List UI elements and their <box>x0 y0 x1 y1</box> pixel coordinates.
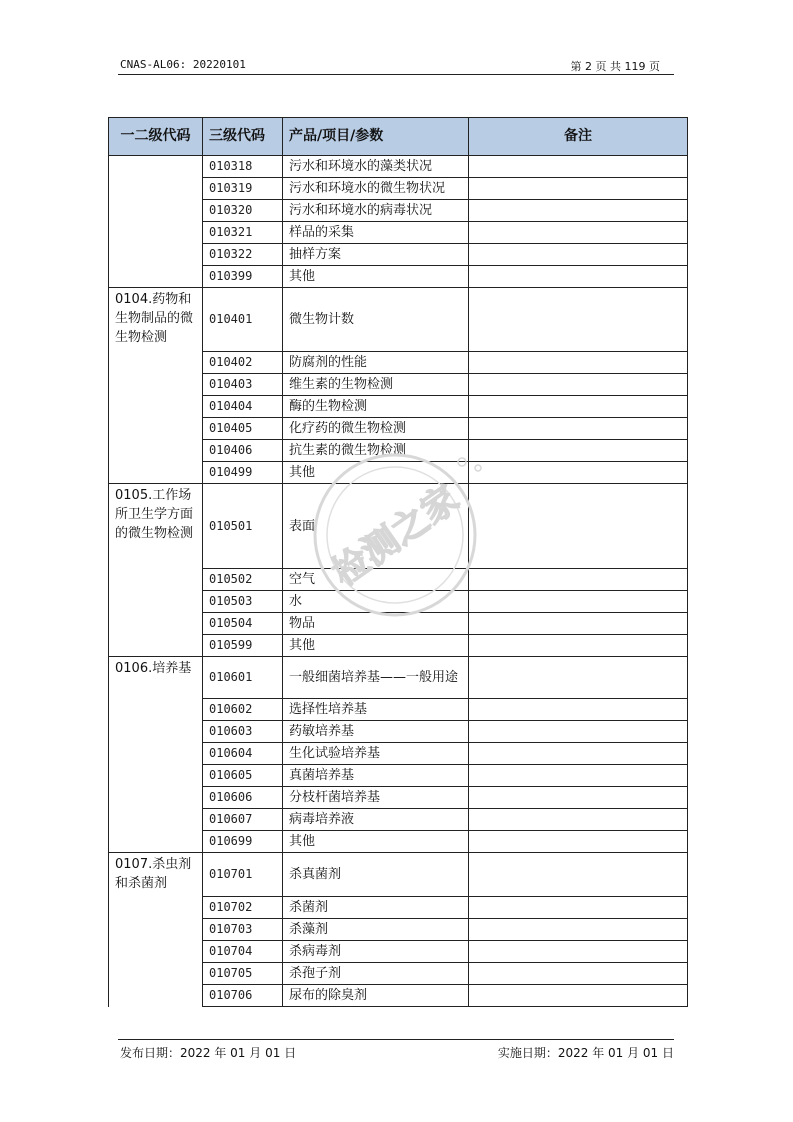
item-cell: 物品 <box>283 613 469 635</box>
code-cell: 010702 <box>203 897 283 919</box>
code-cell: 010406 <box>203 440 283 462</box>
code-cell: 010706 <box>203 985 283 1007</box>
level2-cell: 0104.药物和生物制品的微生物检测 <box>109 288 203 484</box>
code-cell: 010401 <box>203 288 283 352</box>
remark-cell <box>469 222 688 244</box>
code-cell: 010607 <box>203 809 283 831</box>
code-cell: 010701 <box>203 853 283 897</box>
remark-cell <box>469 178 688 200</box>
remark-cell <box>469 266 688 288</box>
code-cell: 010604 <box>203 743 283 765</box>
remark-cell <box>469 963 688 985</box>
remark-cell <box>469 721 688 743</box>
item-cell: 表面 <box>283 484 469 569</box>
remark-cell <box>469 787 688 809</box>
remark-cell <box>469 657 688 699</box>
remark-cell <box>469 765 688 787</box>
item-cell: 尿布的除臭剂 <box>283 985 469 1007</box>
item-cell: 污水和环境水的病毒状况 <box>283 200 469 222</box>
item-cell: 杀真菌剂 <box>283 853 469 897</box>
item-cell: 其他 <box>283 266 469 288</box>
item-cell: 其他 <box>283 635 469 657</box>
effective-date: 实施日期：2022 年 01 月 01 日 <box>497 1046 674 1060</box>
code-cell: 010321 <box>203 222 283 244</box>
remark-cell <box>469 941 688 963</box>
remark-cell <box>469 244 688 266</box>
column-header-level3: 三级代码 <box>203 118 283 156</box>
table-row <box>109 288 688 352</box>
item-cell: 抗生素的微生物检测 <box>283 440 469 462</box>
page-header <box>118 55 674 75</box>
remark-cell <box>469 569 688 591</box>
column-header-item: 产品/项目/参数 <box>283 118 469 156</box>
item-cell: 微生物计数 <box>283 288 469 352</box>
remark-cell <box>469 613 688 635</box>
remark-cell <box>469 853 688 897</box>
level2-cell <box>109 156 203 288</box>
remark-cell <box>469 919 688 941</box>
code-cell: 010601 <box>203 657 283 699</box>
code-cell: 010405 <box>203 418 283 440</box>
remark-cell <box>469 743 688 765</box>
item-cell: 真菌培养基 <box>283 765 469 787</box>
code-cell: 010603 <box>203 721 283 743</box>
item-cell: 生化试验培养基 <box>283 743 469 765</box>
remark-cell <box>469 985 688 1007</box>
column-header-remarks: 备注 <box>469 118 688 156</box>
level2-cell: 0107.杀虫剂和杀菌剂 <box>109 853 203 1007</box>
level2-cell: 0106.培养基 <box>109 657 203 853</box>
item-cell: 其他 <box>283 831 469 853</box>
remark-cell <box>469 200 688 222</box>
table-row <box>109 484 688 569</box>
code-cell: 010605 <box>203 765 283 787</box>
table-header-row <box>109 118 688 156</box>
item-cell: 抽样方案 <box>283 244 469 266</box>
item-cell: 防腐剂的性能 <box>283 352 469 374</box>
remark-cell <box>469 635 688 657</box>
item-cell: 化疗药的微生物检测 <box>283 418 469 440</box>
item-cell: 杀藻剂 <box>283 919 469 941</box>
code-cell: 010599 <box>203 635 283 657</box>
code-cell: 010602 <box>203 699 283 721</box>
item-cell: 酶的生物检测 <box>283 396 469 418</box>
item-cell: 杀菌剂 <box>283 897 469 919</box>
remark-cell <box>469 352 688 374</box>
item-cell: 空气 <box>283 569 469 591</box>
remark-cell <box>469 462 688 484</box>
remark-cell <box>469 897 688 919</box>
document-code: CNAS-AL06: 20220101 <box>120 58 246 71</box>
item-cell: 水 <box>283 591 469 613</box>
table-row <box>109 156 688 178</box>
code-cell: 010704 <box>203 941 283 963</box>
code-cell: 010404 <box>203 396 283 418</box>
item-cell: 杀病毒剂 <box>283 941 469 963</box>
remark-cell <box>469 699 688 721</box>
item-cell: 病毒培养液 <box>283 809 469 831</box>
item-cell: 样品的采集 <box>283 222 469 244</box>
code-cell: 010502 <box>203 569 283 591</box>
code-cell: 010705 <box>203 963 283 985</box>
item-cell: 药敏培养基 <box>283 721 469 743</box>
code-cell: 010501 <box>203 484 283 569</box>
item-cell: 污水和环境水的藻类状况 <box>283 156 469 178</box>
remark-cell <box>469 591 688 613</box>
remark-cell <box>469 396 688 418</box>
item-cell: 污水和环境水的微生物状况 <box>283 178 469 200</box>
code-cell: 010699 <box>203 831 283 853</box>
code-cell: 010322 <box>203 244 283 266</box>
remark-cell <box>469 374 688 396</box>
publish-date: 发布日期：2022 年 01 月 01 日 <box>120 1046 297 1060</box>
code-cell: 010399 <box>203 266 283 288</box>
remark-cell <box>469 288 688 352</box>
item-cell: 杀孢子剂 <box>283 963 469 985</box>
remark-cell <box>469 809 688 831</box>
table-row <box>109 853 688 897</box>
code-cell: 010606 <box>203 787 283 809</box>
page-number: 第 2 页 共 119 页 <box>570 60 660 73</box>
remark-cell <box>469 418 688 440</box>
code-cell: 010499 <box>203 462 283 484</box>
item-cell: 其他 <box>283 462 469 484</box>
code-cell: 010318 <box>203 156 283 178</box>
code-cell: 010320 <box>203 200 283 222</box>
watermark-text: 检测之家 <box>325 478 467 595</box>
code-cell: 010504 <box>203 613 283 635</box>
code-cell: 010503 <box>203 591 283 613</box>
item-cell: 维生素的生物检测 <box>283 374 469 396</box>
remark-cell <box>469 484 688 569</box>
code-cell: 010703 <box>203 919 283 941</box>
item-cell: 一般细菌培养基——一般用途 <box>283 657 469 699</box>
classification-table <box>108 117 688 1007</box>
remark-cell <box>469 156 688 178</box>
column-header-level12: 一二级代码 <box>109 118 203 156</box>
item-cell: 分枝杆菌培养基 <box>283 787 469 809</box>
table-row <box>109 657 688 699</box>
page-footer <box>118 1039 674 1060</box>
remark-cell <box>469 440 688 462</box>
code-cell: 010319 <box>203 178 283 200</box>
remark-cell <box>469 831 688 853</box>
level2-cell: 0105.工作场所卫生学方面的微生物检测 <box>109 484 203 657</box>
code-cell: 010403 <box>203 374 283 396</box>
item-cell: 选择性培养基 <box>283 699 469 721</box>
code-cell: 010402 <box>203 352 283 374</box>
